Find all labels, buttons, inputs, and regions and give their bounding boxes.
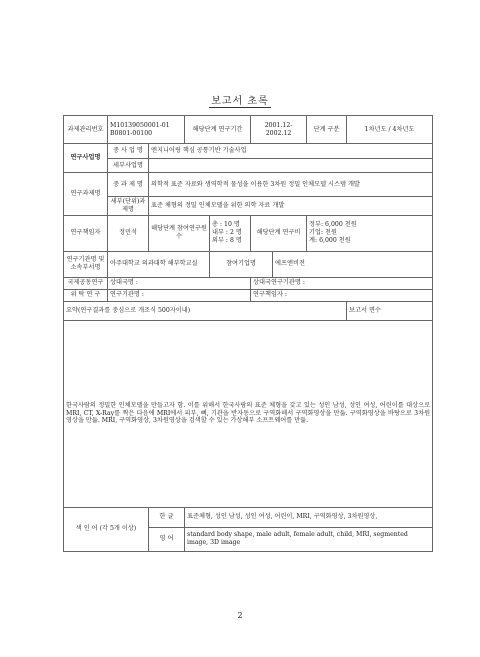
task-label: 연구과제명	[64, 173, 108, 216]
participants-external: 외부 : 8 명	[212, 236, 242, 244]
program-sub-value	[149, 159, 433, 173]
task-detail-row	[64, 197, 433, 216]
period-label: 해당단계 연구기간	[185, 116, 251, 144]
partner-value: 에프엔비전	[273, 251, 433, 277]
task-row	[64, 173, 433, 197]
keywords-en: standard body shape, male adult, female adult, child, MRI, segmented image, 3D image	[185, 527, 433, 551]
stage-label: 단계 구분	[307, 116, 347, 144]
keywords-ko: 표준체형, 성인 남성, 성인 여성, 어린이, MRI, 구역화영상, 3차원영상,	[185, 507, 433, 527]
summary-header-row	[64, 301, 433, 320]
program-sub-label: 세부사업명	[108, 159, 149, 173]
researcher-name: 정민석	[108, 215, 149, 251]
keywords-label: 색 인 어 (각 5개 이상)	[64, 507, 149, 551]
institution-value: 아주대학교 의과대학 해부학교실	[108, 251, 210, 277]
task-detail-label: 세부(단위)과제명	[108, 197, 149, 216]
commission-label: 위 탁 연 구	[64, 289, 108, 301]
mgmt-no-value: M10139050001-01 B0801-00100	[108, 116, 185, 144]
program-main-label: 중 사 업 명	[108, 144, 149, 159]
keywords-ko-label: 한 글	[149, 507, 185, 527]
cost-label: 해당단계 연구비	[251, 215, 307, 251]
participants-label: 해당단계 참여연구원수	[149, 215, 210, 251]
institution-label: 연구기관명 및 소속부서명	[64, 251, 108, 277]
program-sub-row	[64, 159, 433, 173]
commission-head: 연구책임자 :	[251, 289, 433, 301]
keywords-en-label: 영 어	[149, 527, 185, 551]
summary-body-row	[64, 320, 433, 507]
commission-org: 연구기관명 :	[108, 289, 251, 301]
cost-values	[307, 215, 433, 251]
period-value: 2001.12-2002.12	[251, 116, 307, 144]
partner-label: 참여기업명	[210, 251, 273, 277]
report-title: 보고서 초록	[211, 96, 269, 107]
task-main-label: 중 과 제 명	[108, 173, 149, 197]
intl-label: 국제공동연구	[64, 277, 108, 289]
program-row	[64, 144, 433, 159]
stage-value: 1차년도 / 4차년도	[347, 116, 433, 144]
commission-row	[64, 289, 433, 301]
report-summary-table	[63, 115, 433, 552]
researcher-row	[64, 215, 433, 251]
keywords-ko-row	[64, 507, 433, 527]
intl-org: 상대국연구기관명 :	[251, 277, 433, 289]
intl-row	[64, 277, 433, 289]
participants-total: 총 : 10 명	[212, 221, 240, 229]
participants-counts	[210, 215, 251, 251]
page-number: 2	[237, 611, 243, 620]
institution-row	[64, 251, 433, 277]
summary-text: 한국사람의 정밀한 인체모델을 만들고자 함. 이를 위해서 한국사람의 표준 체형을 갖고 있는 성인 남성, 성인 여성, 어린이를 대상으로 MRI, CT, X-Ray를 찍은 다음에 MRI에서 피부, 뼈, 기관을 반자동으로 구역화해서 구역화영상을 만듦. 구역화영상을 바탕으로 3차원영상을 만듦. MRI, 구역화영상, 3차원영상을 검색할 수 있는 가상해부 소프트웨어를 만듦.	[64, 320, 433, 507]
mgmt-no-label: 과제관리번호	[64, 116, 108, 144]
researcher-label: 연구책임자	[64, 215, 108, 251]
cost-gov: 정부: 6,000 천원	[309, 221, 357, 229]
project-row	[64, 116, 433, 144]
summary-label: 요약(연구결과를 중심으로 개조식 500자이내)	[64, 301, 347, 320]
program-label: 연구사업명	[64, 144, 108, 173]
cost-sum: 계: 6,000 천원	[309, 236, 351, 244]
summary-pages-label: 보고서 면수	[347, 301, 433, 320]
cost-corp: 기업: 천원	[309, 229, 338, 237]
task-main-value: 의학적 표준 자료와 생역학적 물성을 이용한 3차원 정밀 인체모델 시스템 개발	[149, 173, 433, 197]
task-detail-value: 표준 체형의 정밀 인체모델을 위한 의학 자료 개발	[149, 197, 433, 216]
program-main-value: 엔지니어링 핵심 공통기반 기술사업	[149, 144, 433, 159]
participants-internal: 내부 : 2 명	[212, 229, 242, 237]
intl-country: 상대국명 :	[108, 277, 251, 289]
